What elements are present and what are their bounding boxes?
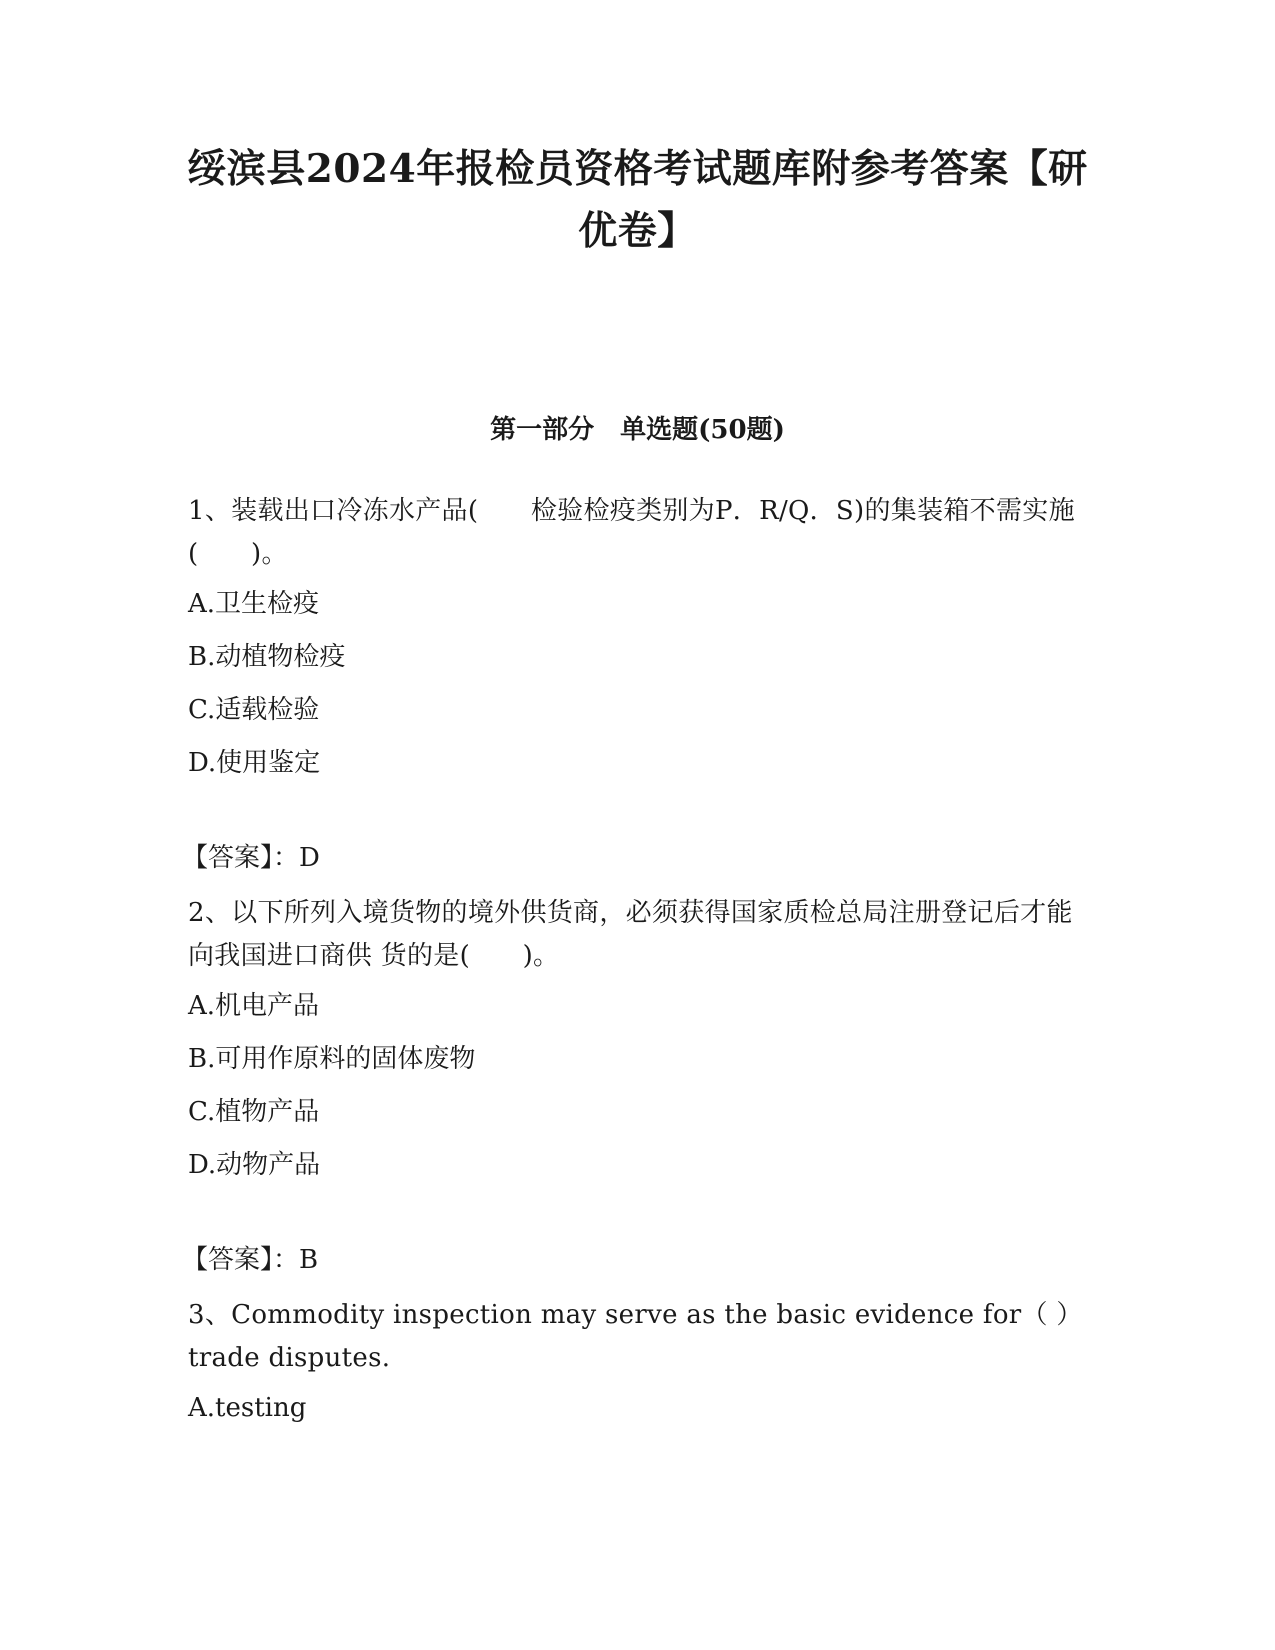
option-a: A.机电产品 — [188, 991, 320, 1021]
section-heading: 第一部分 单选题(50题) — [490, 415, 785, 445]
question-text: 1、装载出口冷冻水产品( 检验检疫类别为P．R/Q．S)的集装箱不需实施( )。 — [188, 496, 1075, 569]
option-b: B.动植物检疫 — [188, 642, 346, 672]
answer-line: 【答案】：B — [182, 1245, 319, 1275]
option-c: C.植物产品 — [188, 1097, 320, 1127]
option-d: D.动物产品 — [188, 1150, 321, 1180]
option-b: B.可用作原料的固体废物 — [188, 1044, 476, 1074]
option-a: A.testing — [188, 1393, 307, 1423]
answer-line: 【答案】：D — [182, 843, 320, 873]
option-a: A.卫生检疫 — [188, 589, 320, 619]
option-d: D.使用鉴定 — [188, 748, 321, 778]
document-title: 绥滨县2024年报检员资格考试题库附参考答案【研优卷】 — [187, 146, 1088, 254]
option-c: C.适载检验 — [188, 695, 320, 725]
question-text: 2、以下所列入境货物的境外供货商，必须获得国家质检总局注册登记后才能向我国进口商供 货的是( )。 — [188, 898, 1073, 971]
question-text: 3、Commodity inspection may serve as the basic evidence for（ ）trade disputes. — [188, 1300, 1083, 1373]
